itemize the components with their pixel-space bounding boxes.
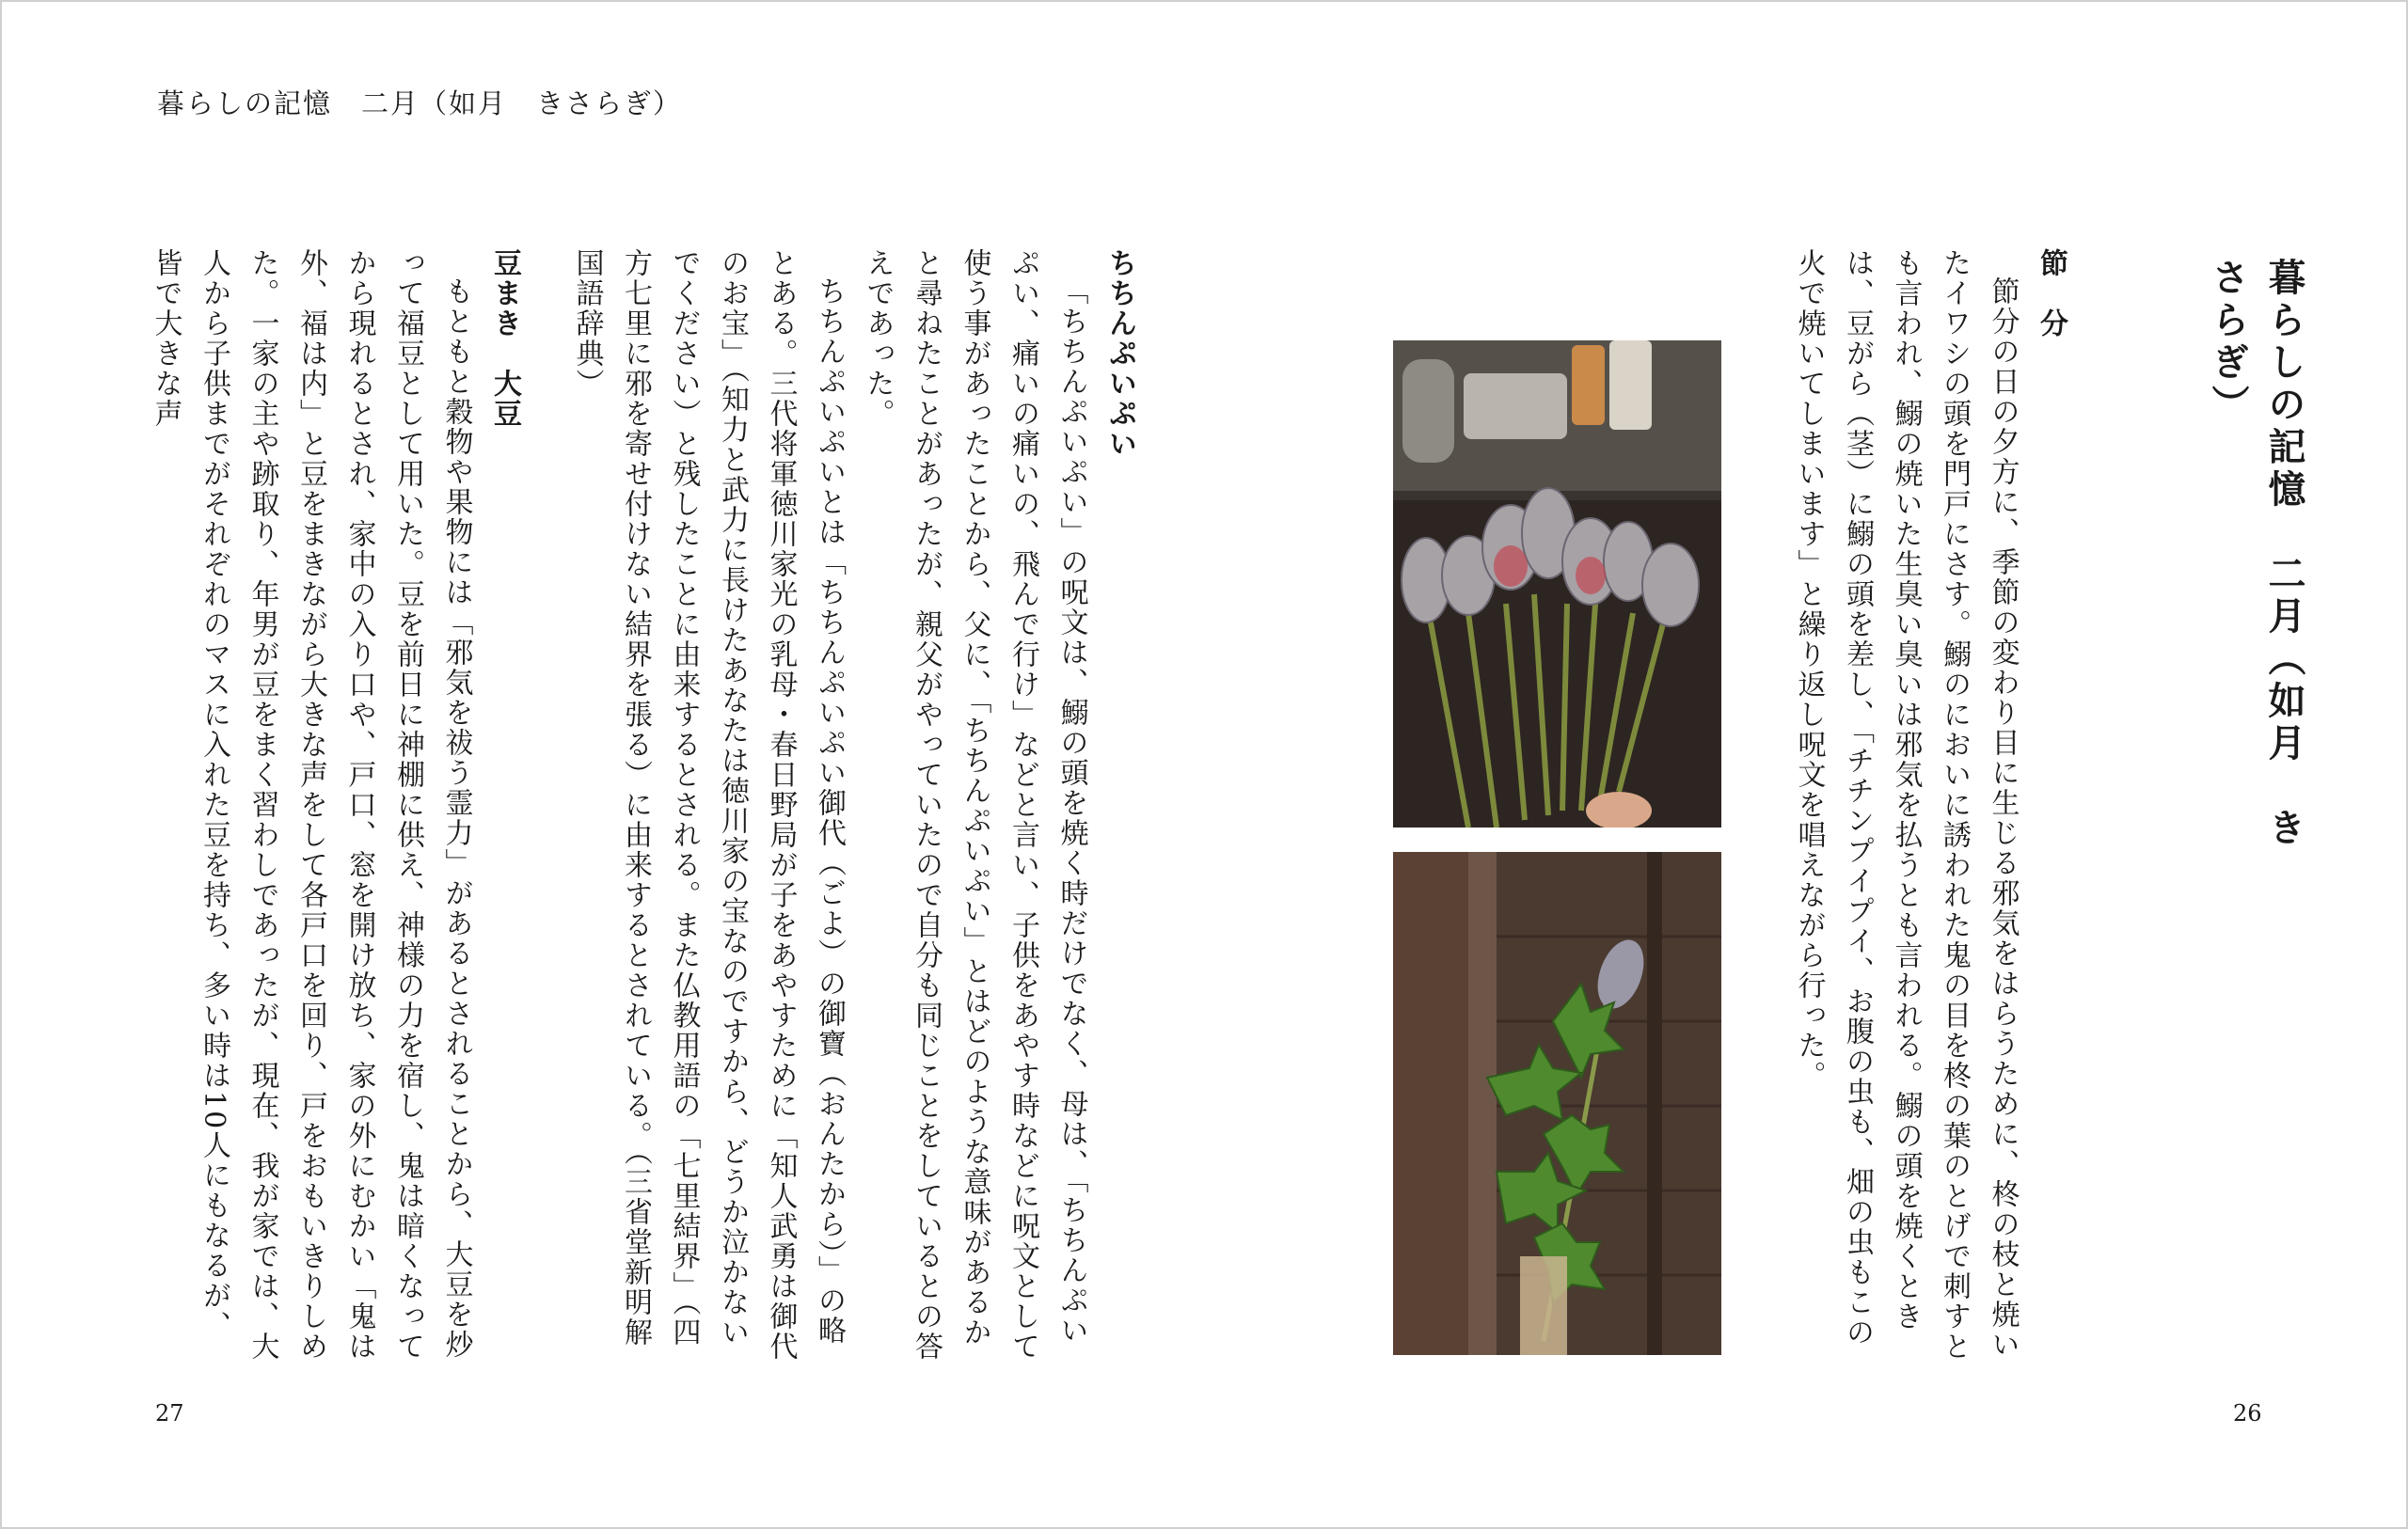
section-spacer (529, 248, 562, 1367)
right-page-body (1784, 248, 2075, 1367)
paragraph-chichinpuipui-2: ちちんぷいぷいとは「ちちんぷいぷい御代（ごよ）の御寶（おんたから）」の略とある。三代将軍徳川家光の乳母・春日野局が子をあやすために「知人武勇は御代のお宝」（知力と武力に長けたあなたは徳川家の宝なのですから、どうか泣かないでください）と残したことに由来するとされる。また仏教用語の「七里結界」（四方七里に邪を寄せ付けない結界を張る）に由来するとされている。（三省堂新明解国語辞典） (570, 248, 846, 1362)
left-page-body (141, 248, 1144, 1367)
section-heading-setsubun: 節 分 (2035, 248, 2067, 339)
page-title: 暮らしの記憶 二月（如月 きさらぎ） (2206, 258, 2306, 850)
section-heading-chichinpuipui: ちちんぷいぷい (1103, 248, 1136, 459)
page-number-left: 27 (155, 1400, 184, 1427)
paragraph-setsubun: 節分の日の夕方に、季節の変わり目に生じる邪気をはらうために、柊の枝と焼いたイワシの頭を門戸にさす。鰯のにおいに誘われた鬼の目を柊の葉のとげで刺すとも言われ、鰯の焼いた生臭い臭いは邪気を払うとも言われる。鰯の頭を焼くときは、豆がら（茎）に鰯の頭を差し、「チチンプイプイ、お腹の虫も、畑の虫もこの火で焼いてしまいます」と繰り返し呪文を唱えながら行った。 (1792, 248, 2020, 1362)
photo-holly-sardine-charm (1393, 852, 1721, 1355)
section-heading-mamemaki: 豆まき 大豆 (488, 248, 521, 429)
paragraph-mamemaki: もともと穀物や果物には「邪気を祓う霊力」があるとされることから、大豆を炒って福豆として用いた。豆を前日に神棚に供え、神様の力を宿し、鬼は暗くなってから現れるとされ、家中の入り口や、戸口、窓を開け放ち、家の外にむかい「鬼は外、福は内」と豆をまきながら大きな声をして各戸口を回り、戸をおもいきりしめた。一家の主や跡取り、年男が豆をまく習わしであったが、現在、我が家では、大人から子供までがそれぞれのマスに入れた豆を持ち、多い時は10人にもなるが、皆で大きな声 (149, 248, 473, 1362)
paragraph-chichinpuipui-1: 「ちちんぷいぷい」の呪文は、鰯の頭を焼く時だけでなく、母は、「ちちんぷいぷい、痛いの痛いの、飛んで行け」などと言い、子供をあやす時などに呪文として使う事があったことから、父に、「ちちんぷいぷい」とはどのような意味があるかと尋ねたことがあったが、親父がやっていたので自分も同じことをしているとの答えであった。 (861, 248, 1088, 1362)
photo-grilled-sardine-heads (1393, 340, 1721, 828)
running-head: 暮らしの記憶 二月（如月 きさらぎ） (157, 87, 683, 119)
page-number-right: 26 (2233, 1400, 2262, 1427)
